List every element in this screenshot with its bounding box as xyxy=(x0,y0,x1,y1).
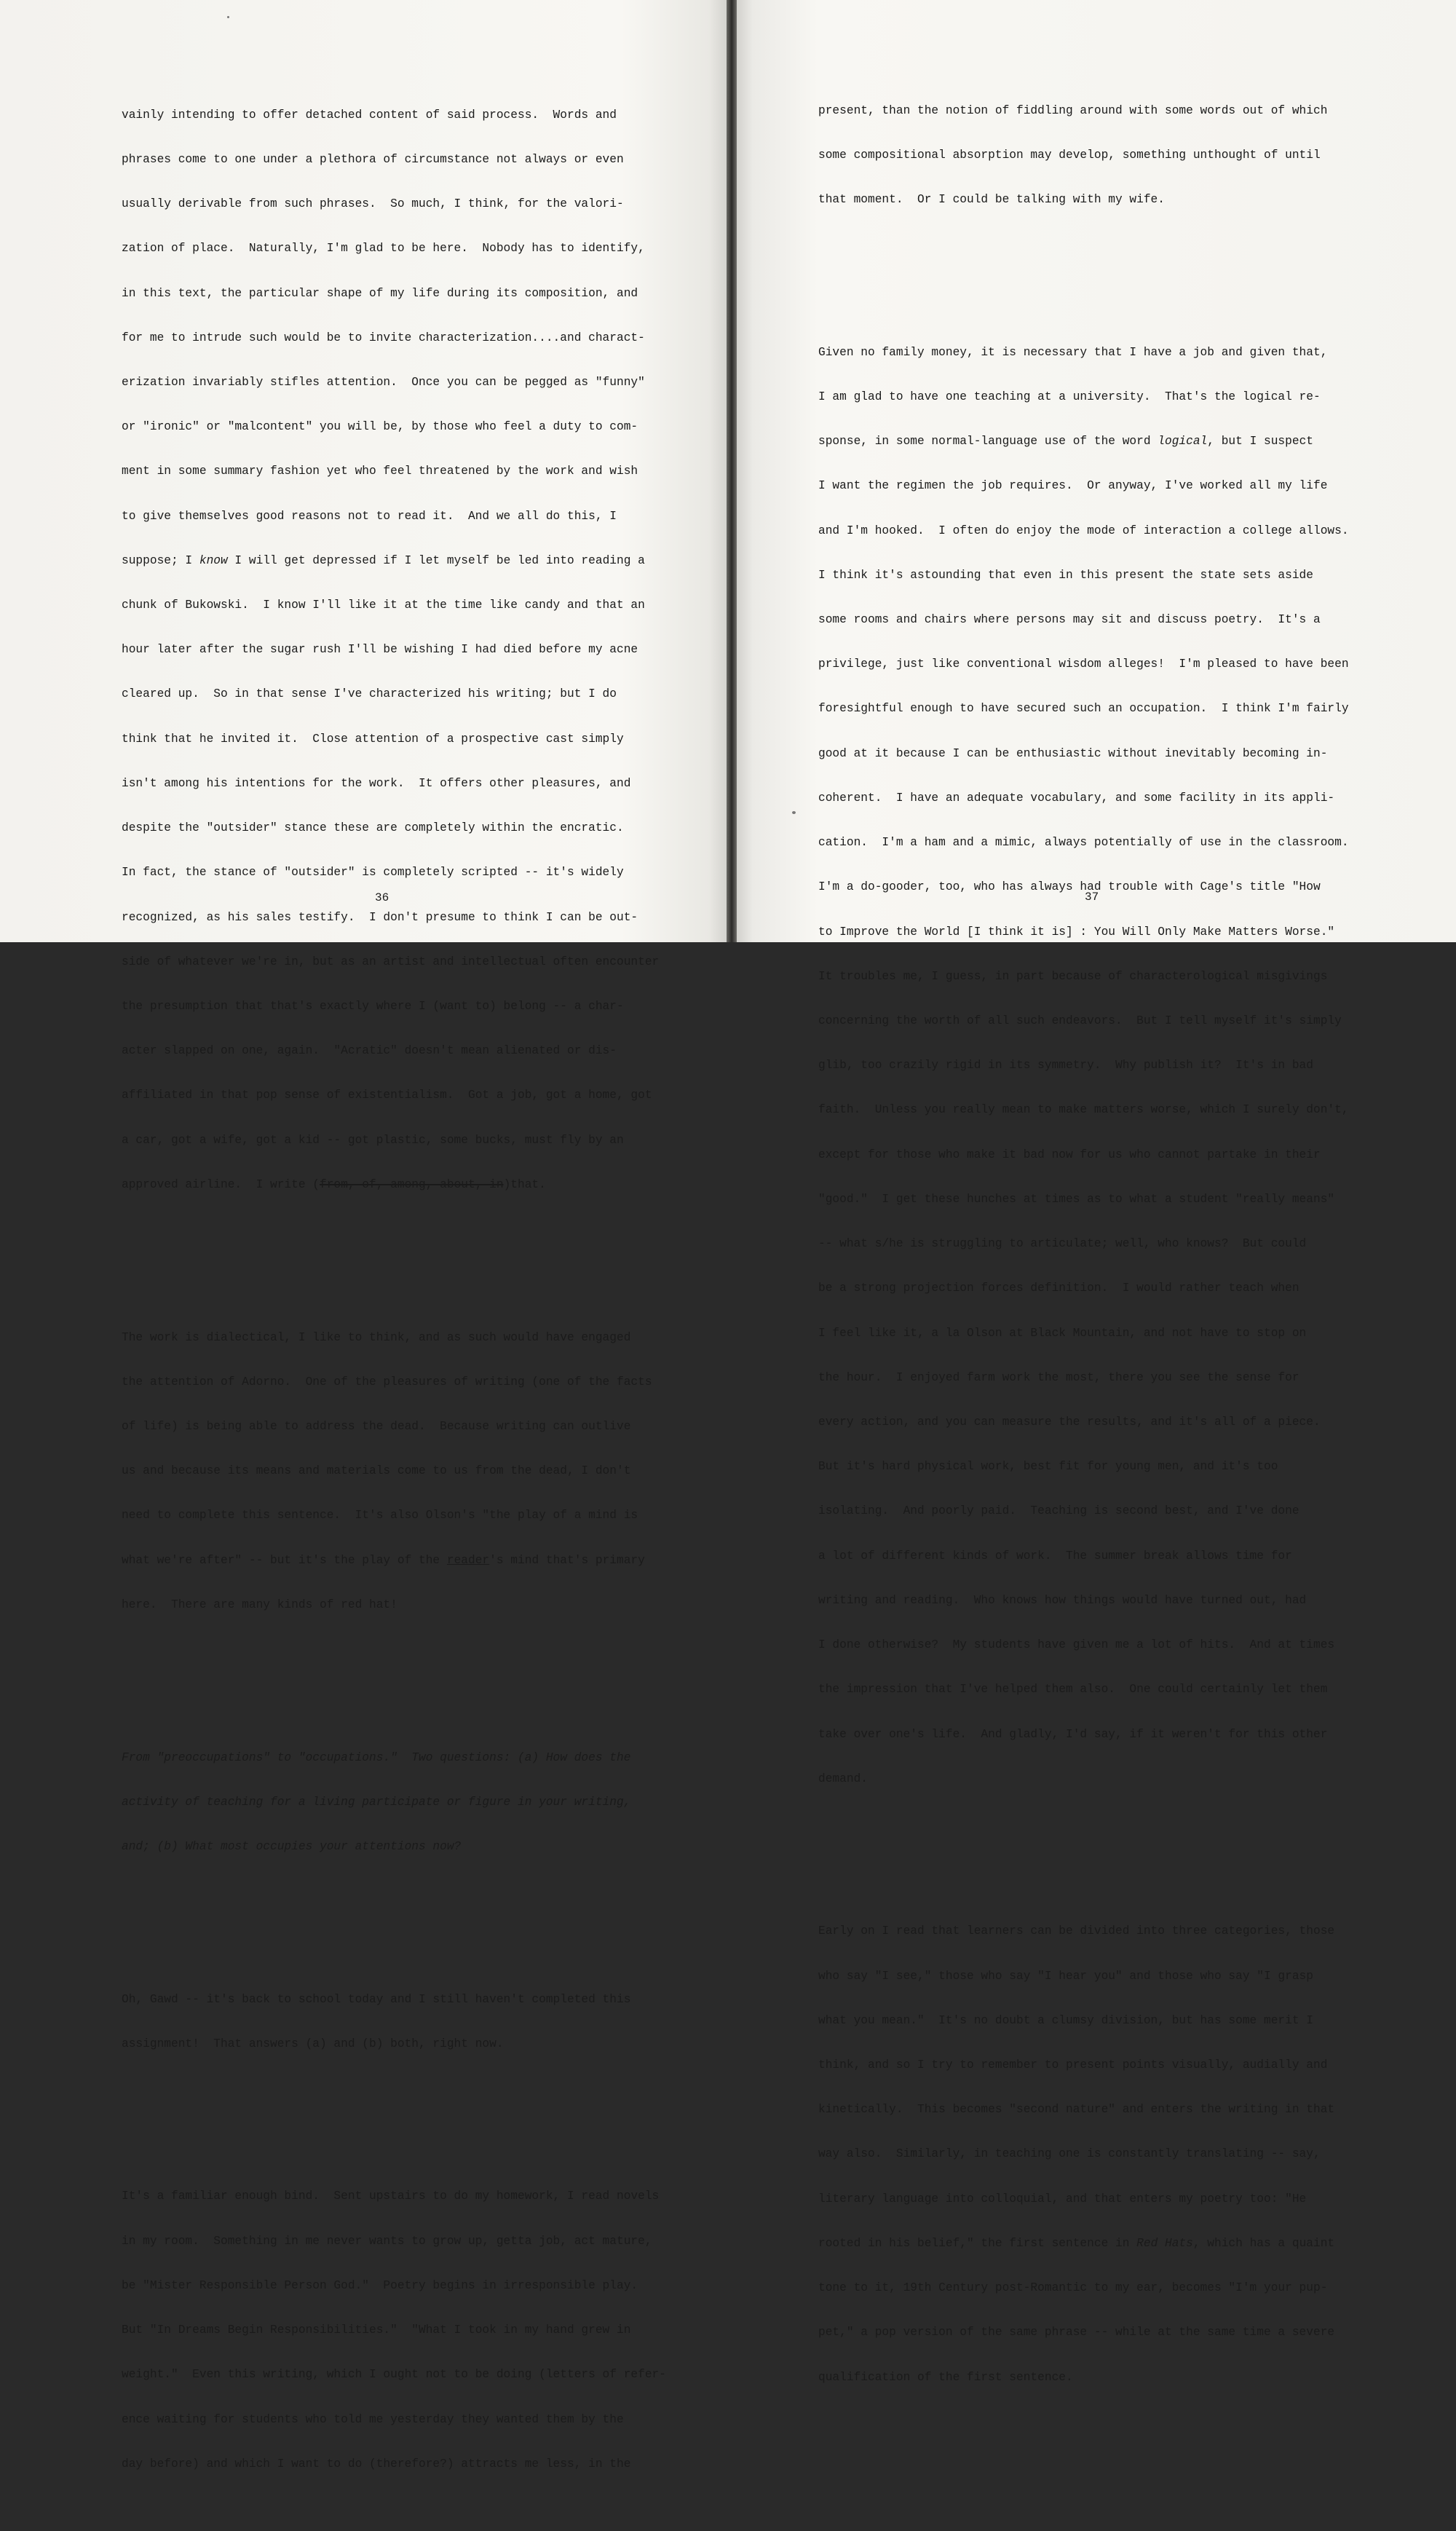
text-line: activity of teaching for a living participate or figure in your writing, xyxy=(122,1795,631,1809)
text-line: zation of place. Naturally, I'm glad to be here. Nobody has to identify, xyxy=(122,242,645,256)
text-line: phrases come to one under a plethora of circumstance not always or even xyxy=(122,152,624,166)
text-line: acter slapped on one, again. "Acratic" doesn't mean alienated or dis- xyxy=(122,1044,617,1058)
text-line: a car, got a wife, got a kid -- got plastic, some bucks, must fly by an xyxy=(122,1133,624,1147)
underlined-word: reader xyxy=(446,1553,490,1567)
text-line: qualification of the first sentence. xyxy=(818,2370,1073,2384)
text-line: From "preoccupations" to "occupations." Two questions: (a) How does the xyxy=(122,1750,631,1764)
text-line: weight." Even this writing, which I ought not to be doing (letters of refer- xyxy=(122,2368,666,2382)
text-line: every action, and you can measure the results, and it's all of a piece. xyxy=(818,1415,1321,1429)
text-line: a lot of different kinds of work. The summer break allows time for xyxy=(818,1549,1292,1563)
text-line xyxy=(122,1177,666,1192)
paragraph xyxy=(818,1895,1349,2414)
text-line: need to complete this sentence. It's also Olson's "the play of a mind is xyxy=(122,1509,638,1523)
text-line: recognized, as his sales testify. I don't presume to think I can be out- xyxy=(122,910,638,924)
text-line: concerning the worth of all such endeavors. But I tell myself it's simply xyxy=(818,1014,1342,1027)
text-line: I done otherwise? My students have given me a lot of hits. And at times xyxy=(818,1638,1335,1652)
right-page-text xyxy=(818,44,1349,2444)
text-line: who say "I see," those who say "I hear you" and those who say "I grasp xyxy=(818,1969,1313,1983)
text-line: and; (b) What most occupies your attentions now? xyxy=(122,1839,462,1853)
text-line: -- what s/he is struggling to articulate; well, who knows? But could xyxy=(818,1237,1307,1251)
text-line: ment in some summary fashion yet who feel threatened by the work and wish xyxy=(122,465,638,478)
text-run: sponse, in some normal-language use of the word xyxy=(818,435,1158,449)
text-run: approved airline. I write ( xyxy=(122,1177,320,1191)
text-line xyxy=(122,553,666,568)
paragraph xyxy=(122,2160,666,2501)
text-line xyxy=(122,1553,666,1568)
text-line: vainly intending to offer detached content of said process. Words and xyxy=(122,108,617,122)
paper-speck xyxy=(792,811,796,814)
text-line: good at it because I can be enthusiastic without inevitably becoming in- xyxy=(818,746,1328,760)
text-line: present, than the notion of fiddling around with some words out of which xyxy=(818,103,1328,117)
text-line: us and because its means and materials come to us from the dead, I don't xyxy=(122,1464,631,1478)
page-number: 36 xyxy=(375,891,389,904)
text-line: glib, too crazily rigid in its symmetry. Why publish it? It's in bad xyxy=(818,1059,1313,1073)
page-number: 37 xyxy=(1085,891,1099,904)
text-run: 's mind that's primary xyxy=(489,1553,645,1567)
text-run: , which has a quaint xyxy=(1192,2236,1335,2250)
text-line: here. There are many kinds of red hat! xyxy=(122,1598,397,1611)
text-line: or "ironic" or "malcontent" you will be, by those who feel a duty to com- xyxy=(122,420,638,434)
text-line: affiliated in that pop sense of existentialism. Got a job, got a home, got xyxy=(122,1089,652,1102)
paragraph xyxy=(122,1300,666,1642)
text-line: I think it's astounding that even in this present the state sets aside xyxy=(818,568,1313,582)
text-line: tone to it, 19th Century post-Romantic to my ear, becomes "I'm your pup- xyxy=(818,2281,1328,2295)
text-line: pet," a pop version of the same phrase -- while at the same time a severe xyxy=(818,2326,1335,2340)
text-run: I will get depressed if I let myself be led into reading a xyxy=(227,553,645,567)
text-line: the attention of Adorno. One of the pleasures of writing (one of the facts xyxy=(122,1375,652,1389)
book-gutter xyxy=(727,0,737,942)
text-line: I'm a do-gooder, too, who has always had trouble with Cage's title "How xyxy=(818,880,1321,894)
text-line xyxy=(818,2236,1349,2251)
text-line: of life) is being able to address the dead. Because writing can outlive xyxy=(122,1419,631,1433)
text-line: be a strong projection forces definition. I would rather teach when xyxy=(818,1282,1299,1295)
text-run: what we're after" -- but it's the play of the xyxy=(122,1553,447,1567)
text-line xyxy=(818,434,1349,449)
text-line: day before) and which I want to do (therefore?) attracts me less, in the xyxy=(122,2457,631,2471)
text-line: chunk of Bukowski. I know I'll like it at the time like candy and that an xyxy=(122,599,645,612)
text-line: despite the "outsider" stance these are completely within the encratic. xyxy=(122,821,624,835)
text-line: It troubles me, I guess, in part because of characterological misgivings xyxy=(818,969,1328,983)
text-line: except for those who make it bad now for us who cannot partake in their xyxy=(818,1148,1321,1161)
text-line: think, and so I try to remember to present points visually, audially and xyxy=(818,2058,1328,2072)
italic-word: know xyxy=(199,553,228,567)
interview-question xyxy=(122,1721,666,1884)
text-line: I want the regimen the job requires. Or anyway, I've worked all my life xyxy=(818,479,1328,493)
text-line: foresightful enough to have secured such an occupation. I think I'm fairly xyxy=(818,702,1349,716)
text-line: But "In Dreams Begin Responsibilities." "What I took in my hand grew in xyxy=(122,2323,631,2337)
text-line: coherent. I have an adequate vocabulary, and some facility in its appli- xyxy=(818,791,1335,805)
italic-title: Red Hats xyxy=(1136,2236,1193,2250)
text-line: "good." I get these hunches at times as to what a student "really means" xyxy=(818,1192,1335,1206)
left-page-text xyxy=(122,48,666,2531)
text-line: kinetically. This becomes "second nature" and enters the writing in that xyxy=(818,2103,1335,2117)
text-line: the impression that I've helped them also. One could certainly let them xyxy=(818,1683,1328,1697)
text-line: But it's hard physical work, best fit for young men, and it's too xyxy=(818,1460,1278,1474)
text-line: what you mean." It's no doubt a clumsy division, but has some merit I xyxy=(818,2013,1313,2027)
text-run: , but I suspect xyxy=(1207,435,1313,449)
text-line: the presumption that that's exactly where I (want to) belong -- a char- xyxy=(122,1000,624,1013)
text-line: way also. Similarly, in teaching one is constantly translating -- say, xyxy=(818,2147,1321,2161)
text-line: erization invariably stifles attention. Once you can be pegged as "funny" xyxy=(122,375,645,389)
text-line: in my room. Something in me never wants to grow up, getta job, act mature, xyxy=(122,2234,652,2248)
text-line: faith. Unless you really mean to make matters worse, which I surely don't, xyxy=(818,1103,1349,1117)
right-page xyxy=(731,0,1456,2384)
text-line: isolating. And poorly paid. Teaching is second best, and I've done xyxy=(818,1504,1299,1518)
text-line: assignment! That answers (a) and (b) both, right now. xyxy=(122,2037,504,2050)
text-line: that moment. Or I could be talking with my wife. xyxy=(818,193,1165,207)
paragraph xyxy=(122,78,666,1222)
text-line: privilege, just like conventional wisdom alleges! I'm pleased to have been xyxy=(818,658,1349,671)
text-line: in this text, the particular shape of my life during its composition, and xyxy=(122,286,638,300)
text-line: I am glad to have one teaching at a university. That's the logical re- xyxy=(818,390,1321,403)
text-line: writing and reading. Who knows how things would have turned out, had xyxy=(818,1593,1307,1607)
text-line: In fact, the stance of "outsider" is completely scripted -- it's widely xyxy=(122,866,624,880)
struck-words: from, of, among, about, in xyxy=(320,1177,504,1191)
text-line: It's a familiar enough bind. Sent upstairs to do my homework, I read novels xyxy=(122,2190,660,2203)
text-line: the hour. I enjoyed farm work the most, there you see the sense for xyxy=(818,1370,1299,1384)
text-line: literary language into colloquial, and that enters my poetry too: "He xyxy=(818,2192,1307,2206)
paragraph xyxy=(818,315,1349,1816)
text-line: cation. I'm a ham and a mimic, always potentially of use in the classroom. xyxy=(818,836,1349,850)
text-run: suppose; I xyxy=(122,553,199,567)
text-line: isn't among his intentions for the work. It offers other pleasures, and xyxy=(122,776,631,790)
text-line: demand. xyxy=(818,1772,868,1785)
text-line: some compositional absorption may develop, something unthought of until xyxy=(818,148,1321,162)
text-line: cleared up. So in that sense I've characterized his writing; but I do xyxy=(122,687,617,701)
text-line: The work is dialectical, I like to think, and as such would have engaged xyxy=(122,1330,631,1344)
text-line: to Improve the World [I think it is] : You Will Only Make Matters Worse." xyxy=(818,925,1335,939)
text-line: I feel like it, a la Olson at Black Mountain, and not have to stop on xyxy=(818,1326,1307,1340)
text-line: some rooms and chairs where persons may sit and discuss poetry. It's a xyxy=(818,613,1321,627)
text-run: rooted in his belief," the first sentence in xyxy=(818,2236,1137,2250)
text-line: think that he invited it. Close attention of a prospective cast simply xyxy=(122,732,624,746)
paper-speck xyxy=(227,16,229,18)
text-line: and I'm hooked. I often do enjoy the mode of interaction a college allows. xyxy=(818,524,1349,537)
text-line: ence waiting for students who told me yesterday they wanted them by the xyxy=(122,2412,624,2426)
text-line: usually derivable from such phrases. So much, I think, for the valori- xyxy=(122,197,624,211)
text-line: Early on I read that learners can be divided into three categories, those xyxy=(818,1924,1335,1938)
text-line: hour later after the sugar rush I'll be wishing I had died before my acne xyxy=(122,643,638,657)
paragraph xyxy=(818,74,1349,237)
text-line: Given no family money, it is necessary that I have a job and given that, xyxy=(818,345,1328,359)
text-line: to give themselves good reasons not to read it. And we all do this, I xyxy=(122,509,617,523)
italic-word: logical xyxy=(1158,435,1208,449)
text-line: for me to intrude such would be to invite characterization....and charact- xyxy=(122,331,645,344)
text-line: take over one's life. And gladly, I'd say, if it weren't for this other xyxy=(818,1727,1328,1741)
paragraph xyxy=(122,1962,666,2081)
left-page xyxy=(0,0,731,2471)
text-line: be "Mister Responsible Person God." Poetry begins in irresponsible play. xyxy=(122,2278,638,2292)
text-run: )that. xyxy=(503,1177,546,1191)
text-line: Oh, Gawd -- it's back to school today and I still haven't completed this xyxy=(122,1992,631,2006)
text-line: side of whatever we're in, but as an artist and intellectual often encounter xyxy=(122,955,660,968)
